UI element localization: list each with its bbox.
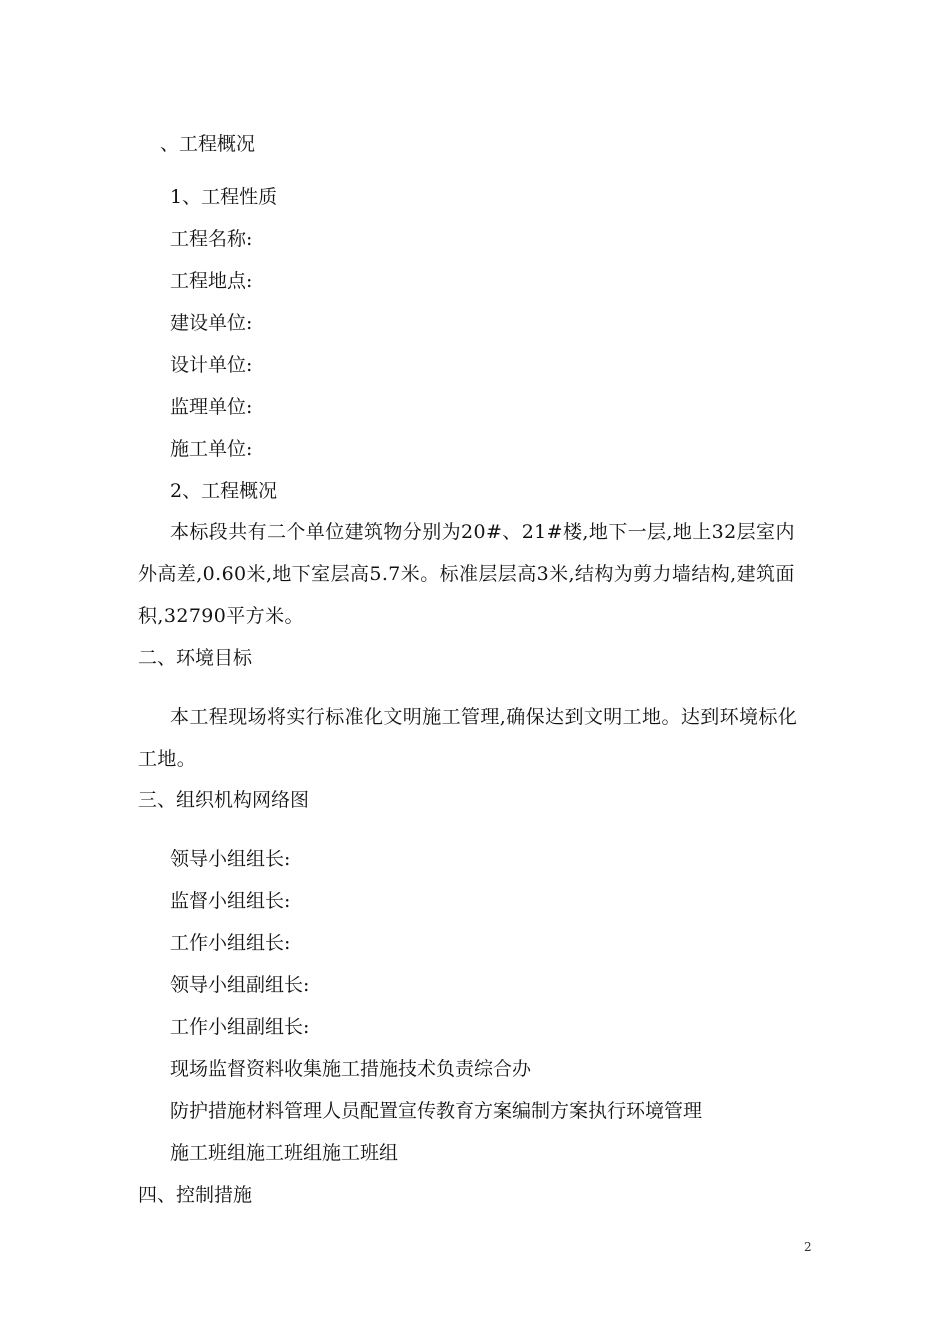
role-work-deputy-leader: 工作小组副组长: bbox=[170, 1016, 310, 1038]
role-work-leader: 工作小组组长: bbox=[170, 932, 291, 954]
section1-paragraph: 本标段共有二个单位建筑物分别为20#、21#楼,地下一层,地上32层室内外高差,0.60米,地下室层高5.7米。标准层层高3米,结构为剪力墙结构,建筑面积,32790平方米。 bbox=[138, 521, 795, 627]
field-project-location: 工程地点: bbox=[170, 270, 253, 292]
org-line-3: 施工班组施工班组施工班组 bbox=[170, 1142, 399, 1164]
section4-heading: 四、控制措施 bbox=[138, 1184, 253, 1206]
field-contractor: 施工单位: bbox=[170, 438, 253, 460]
field-project-name: 工程名称: bbox=[170, 228, 253, 250]
section3-heading: 三、组织机构网络图 bbox=[138, 789, 310, 811]
section1-sub2: 2、工程概况 bbox=[170, 480, 278, 502]
role-deputy-leader: 领导小组副组长: bbox=[170, 974, 310, 996]
section1-heading: 、工程概况 bbox=[160, 133, 256, 155]
page-number: 2 bbox=[804, 1240, 812, 1254]
role-supervision-leader: 监督小组组长: bbox=[170, 890, 291, 912]
role-leader: 领导小组组长: bbox=[170, 848, 291, 870]
org-line-1: 现场监督资料收集施工措施技术负责综合办 bbox=[170, 1058, 532, 1080]
section2-paragraph: 本工程现场将实行标准化文明施工管理,确保达到文明工地。达到环境标化工地。 bbox=[138, 706, 798, 770]
field-supervisor: 监理单位: bbox=[170, 396, 253, 418]
section2-heading: 二、环境目标 bbox=[138, 647, 253, 669]
field-designer: 设计单位: bbox=[170, 354, 253, 376]
org-line-2: 防护措施材料管理人员配置宣传教育方案编制方案执行环境管理 bbox=[170, 1100, 703, 1122]
field-owner: 建设单位: bbox=[170, 312, 253, 334]
section1-sub1: 1、工程性质 bbox=[170, 186, 278, 208]
